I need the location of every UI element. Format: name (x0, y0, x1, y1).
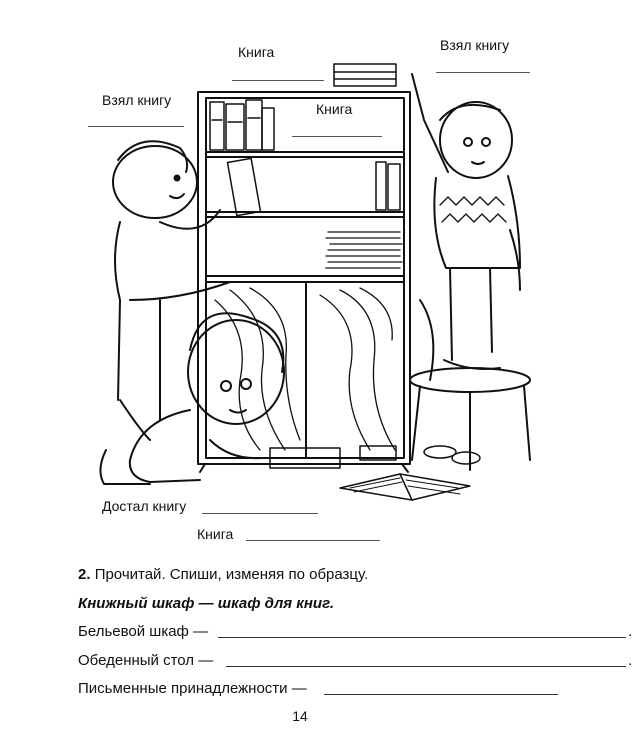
answer-line-kniga-top[interactable] (232, 80, 324, 81)
item-end-punct: . (628, 623, 632, 640)
exercise-row (78, 652, 632, 669)
books-stack (326, 232, 402, 268)
label-dostal-knigu: Достал книгу (102, 498, 187, 514)
chair (410, 300, 530, 470)
answer-line[interactable] (218, 637, 626, 638)
open-book (340, 474, 470, 500)
answer-line-vzyal-knigu-right[interactable] (436, 72, 530, 73)
answer-line[interactable] (324, 694, 558, 695)
exercise-number: 2. (78, 566, 91, 583)
label-vzyal-knigu-left: Взял книгу (102, 92, 172, 108)
shoes (424, 446, 480, 464)
answer-line[interactable] (226, 666, 626, 667)
exercise-item-text: Бельевой шкаф — (78, 623, 209, 640)
exercise-sample: Книжный шкаф — шкаф для книг. (78, 595, 335, 612)
exercise-title (78, 566, 368, 583)
exercise-item-text: Письменные принадлежности — (78, 680, 307, 697)
boy-left (113, 141, 261, 440)
exercise-item-text: Обеденный стол — (78, 652, 214, 669)
exercise-instruction: Прочитай. Спиши, изменяя по образцу. (94, 566, 369, 583)
label-kniga-top: Книга (238, 44, 275, 60)
book-on-top (334, 64, 396, 86)
books-middle-shelf (376, 162, 400, 210)
exercise-row (78, 623, 632, 640)
answer-line-vzyal-knigu-left[interactable] (88, 126, 184, 127)
page-number: 14 (292, 708, 308, 724)
label-vzyal-knigu-right: Взял книгу (440, 37, 510, 53)
exercise-row (78, 680, 307, 697)
books-top-shelf (210, 100, 274, 150)
answer-line-kniga-bottom[interactable] (246, 540, 380, 541)
item-end-punct: . (628, 652, 632, 669)
answer-line-dostal-knigu[interactable] (202, 513, 318, 514)
boy-right (412, 74, 520, 369)
label-kniga-bottom: Книга (197, 526, 234, 542)
answer-line-kniga-middle[interactable] (292, 136, 382, 137)
label-kniga-middle: Книга (316, 101, 353, 117)
